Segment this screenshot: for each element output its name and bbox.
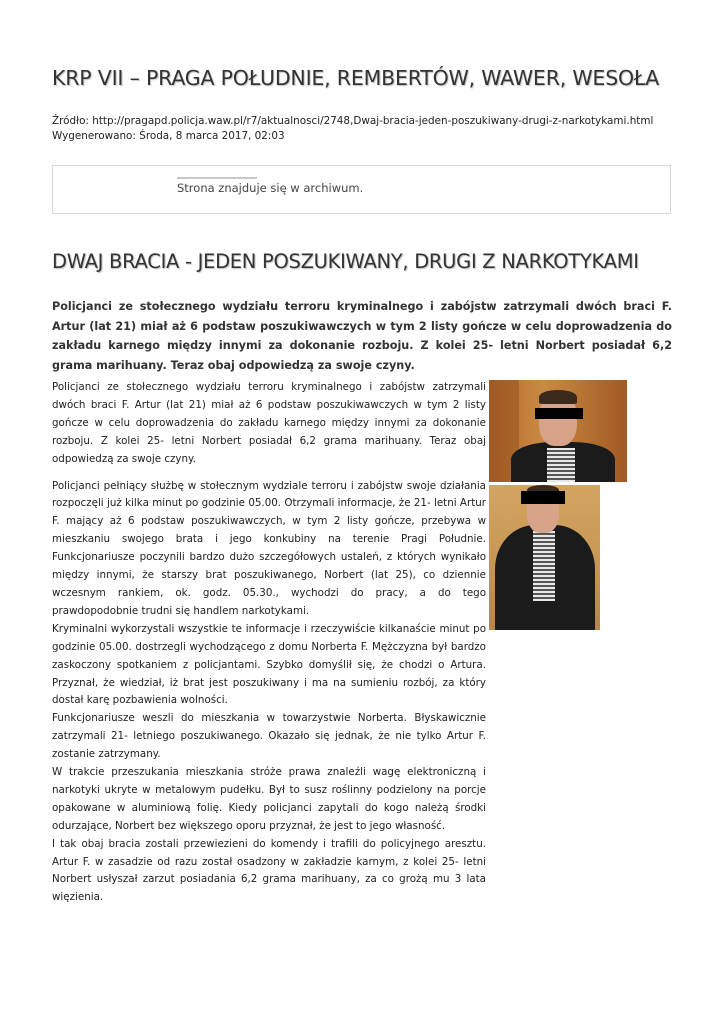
source-url: Źródło: http://pragapd.policja.waw.pl/r7/aktualnosci/2748,Dwaj-bracia-jeden-poszukiwany-drugi-z-narkotykami.html (52, 115, 654, 127)
suspect-photo-2 (489, 485, 600, 630)
suspect-photo-1 (489, 380, 627, 482)
paragraph: Funkcjonariusze weszli do mieszkania w towarzystwie Norberta. Błyskawicznie zatrzymali 21- letniego poszukiwanego. Okazało się jednak, że nie tylko Artur F. zostanie zatrzymany. (52, 712, 486, 761)
archive-notice-divider (177, 177, 257, 179)
archive-notice: Strona znajduje się w archiwum. (177, 181, 364, 195)
article-body (52, 379, 486, 907)
document-meta (52, 114, 692, 144)
generated-date: Wygenerowano: Środa, 8 marca 2017, 02:03 (52, 130, 285, 142)
paragraph: Policjanci pełniący służbę w stołecznym wydziale terroru i zabójstw swoje działania rozpoczęli już kilka minut po godzinie 05.00. Otrzymali informacje, że 21- letni Artur F. mający aż 6 podstaw poszukiwawczych, w tym 2 listy gończe, przebywa w mieszkaniu swojego brata i jego konkubiny na terenie Pragi Południe. Funkcjonariusze poczynili bardzo dużo szczegółowych ustaleń, z których wynikało między innymi, że starszy brat poszukiwanego, Norbert (lat 25), co dziennie wczesnym rankiem, ok. godz. 05.30., wychodzi do pracy, a do tego prawdopodobnie trudni się handlem narkotykami. (52, 479, 486, 617)
article-lead: Policjanci ze stołecznego wydziału terroru kryminalnego i zabójstw zatrzymali dwóch braci F. Artur (lat 21) miał aż 6 podstaw poszukiwawczych w tym 2 listy gończe w celu doprowadzenia do zakładu karnego między innymi za dokonanie rozboju. Z kolei 25- letni Norbert posiadał 6,2 grama marihuany. Teraz obaj odpowiedzą za swoje czyny. (52, 300, 672, 372)
paragraph: I tak obaj bracia zostali przewiezieni do komendy i trafili do policyjnego aresztu. Artur F. w zasadzie od razu został osadzony w zakładzie karnym, z kolei 25- letni Norbert usłyszał zarzut posiadania 6,2 grama marihuany, za co grożą mu 3 lata więzienia. (52, 837, 486, 904)
site-title: KRP VII – PRAGA POŁUDNIE, REMBERTÓW, WAWER, WESOŁA (52, 66, 660, 90)
paragraph: W trakcie przeszukania mieszkania stróże prawa znaleźli wagę elektroniczną i narkotyki ukryte w metalowym pudełku. Był to susz roślinny podzielony na porcje opakowane w aluminiową folię. Kiedy policjanci zapytali do kogo należą środki odurzające, Norbert bez większego oporu przyznał, że jest to jego własność. (52, 766, 486, 832)
paragraph: Kryminalni wykorzystali wszystkie te informacje i rzeczywiście kilkanaście minut po godzinie 05.00. dostrzegli wychodzącego z domu Norberta F. Mężczyzna był bardzo zaskoczony spotkaniem z policjantami. Szybko domyślił się, że chodzi o Artura. Przyznał, że wiedział, iż brat jest poszukiwany i ma na sumieniu rozbój, za który dostał karę pozbawienia wolności. (52, 622, 486, 707)
privacy-bar-icon (521, 491, 565, 504)
paragraph: Policjanci ze stołecznego wydziału terroru kryminalnego i zabójstw zatrzymali dwóch braci F. Artur (lat 21) miał aż 6 podstaw poszukiwawczych w tym 2 listy gończe w celu doprowadzenia do zakładu karnego między innymi za dokonanie rozboju. Z kolei 25- letni Norbert posiadał 6,2 grama marihuany. Teraz obaj odpowiedzą za swoje czyny. (52, 381, 486, 465)
privacy-bar-icon (535, 408, 583, 419)
archive-notice-box (52, 165, 671, 214)
article-title: DWAJ BRACIA - JEDEN POSZUKIWANY, DRUGI Z NARKOTYKAMI (52, 250, 639, 273)
